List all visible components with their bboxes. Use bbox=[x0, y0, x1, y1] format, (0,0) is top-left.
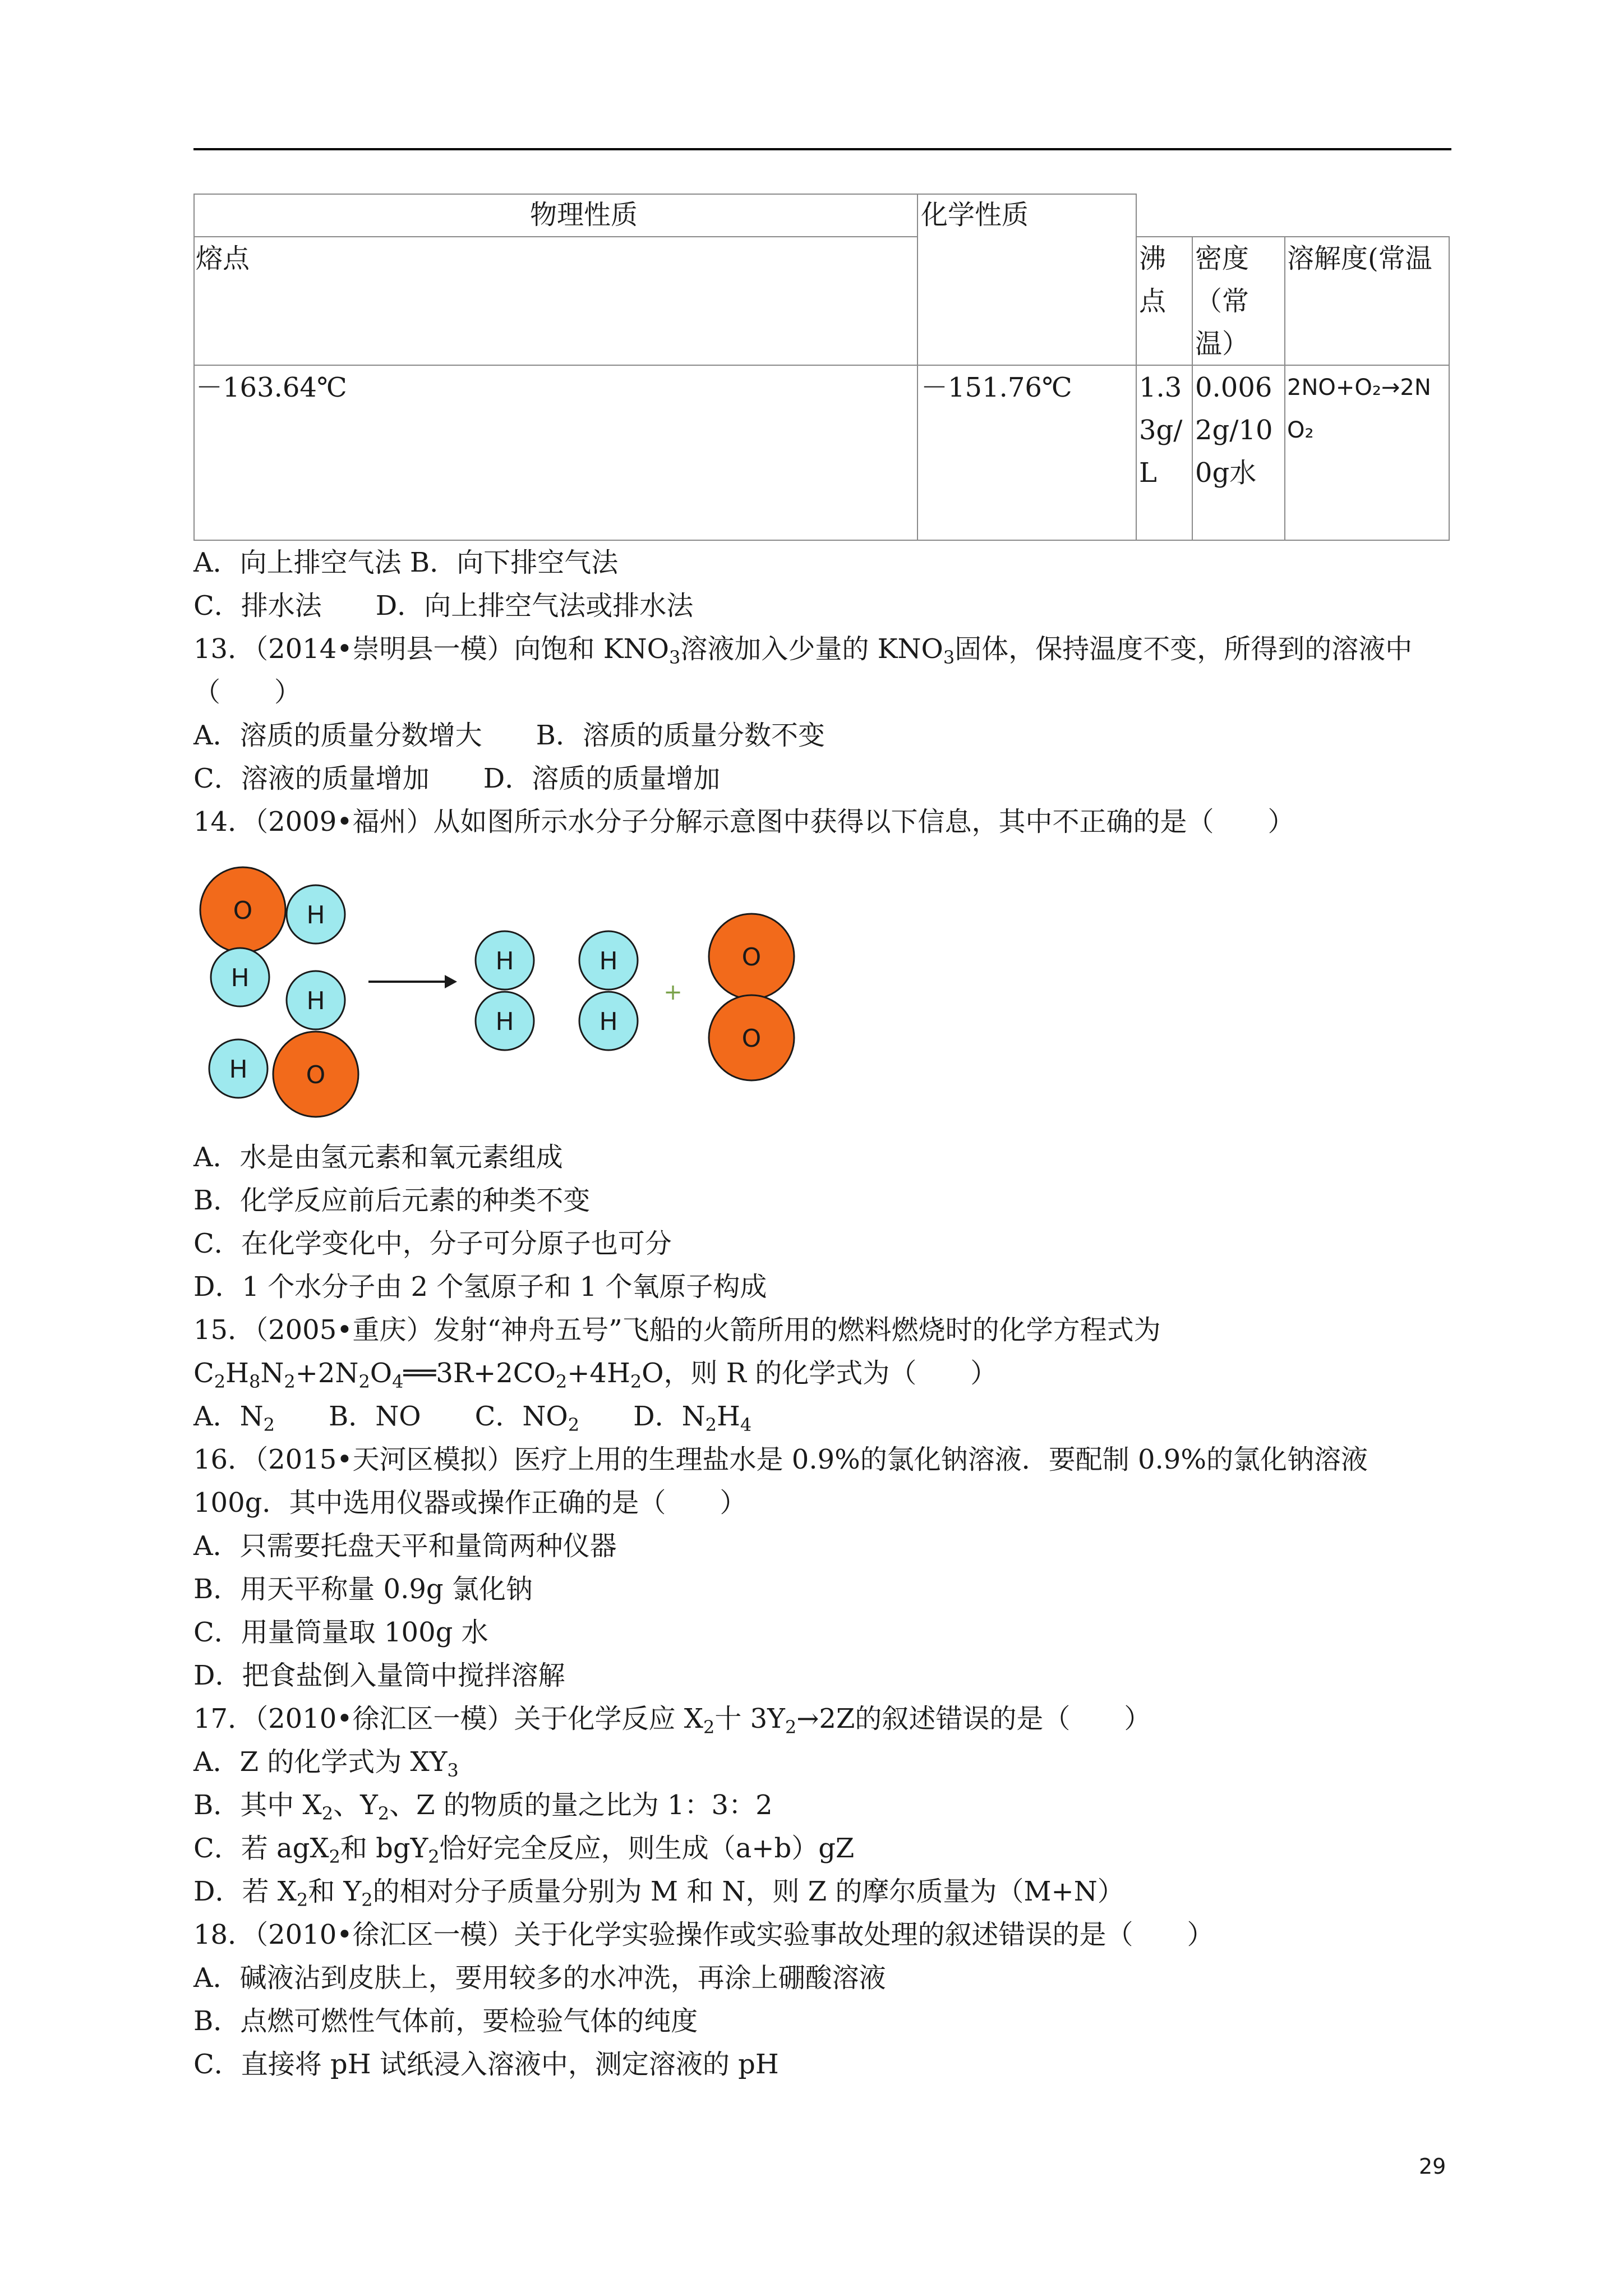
q16-stem-2: 100g．其中选用仪器或操作正确的是（ ） bbox=[193, 1487, 747, 1519]
table-header-chemical: 化学性质 bbox=[921, 199, 1029, 231]
atom-label-o: O bbox=[233, 896, 253, 925]
q15-equation: $C_2H_8N_2+2N_2O_4══3R+2CO_2+4H_2O$，则 R 的化学式为（ ） bbox=[193, 1358, 998, 1392]
reaction-arrow-icon bbox=[368, 975, 457, 988]
table-val-melting: －163.64℃ bbox=[196, 372, 347, 403]
table-col-density: 密度（常温） bbox=[1195, 243, 1249, 360]
q14-option-b: B．化学反应前后元素的种类不变 bbox=[193, 1185, 591, 1216]
q15-stem: 15．（2005•重庆）发射“神舟五号”飞船的火箭所用的燃料燃烧时的化学方程式为 bbox=[193, 1314, 1161, 1346]
atom-label-h: H bbox=[229, 1055, 248, 1084]
atom-label-h: H bbox=[306, 987, 325, 1015]
q14-stem: 14．（2009•福州）从如图所示水分子分解示意图中获得以下信息，其中不正确的是（ ） bbox=[193, 806, 1295, 838]
q18-option-c: C．直接将 pH 试纸浸入溶液中，测定溶液的 pH bbox=[193, 2049, 779, 2080]
atom-label-o: O bbox=[741, 943, 762, 972]
q16-option-a: A．只需要托盘天平和量筒两种仪器 bbox=[193, 1530, 617, 1562]
header-rule bbox=[193, 148, 1451, 150]
q17-option-d: D．若 $X_2$和 $Y_2$的相对分子质量分别为 M 和 N，则 Z 的摩尔质量为（M+N） bbox=[193, 1876, 1124, 1911]
q15-options: A．$N_2$ B．NO C．$NO_2$ D．$N_2H_4$ bbox=[193, 1401, 752, 1435]
atom-label-h: H bbox=[306, 901, 325, 930]
q17-option-a: A．Z 的化学式为 $XY_3$ bbox=[193, 1746, 459, 1781]
table-val-density: 0.0062g/100g水 bbox=[1195, 372, 1273, 489]
atom-label-h: H bbox=[599, 1007, 618, 1036]
q17-stem: 17．（2010•徐汇区一模）关于化学反应 $X_2$十 $3Y_2\to 2Z$的叙述错误的是（ ） bbox=[193, 1703, 1151, 1738]
table-col-melting: 熔点 bbox=[196, 243, 250, 274]
atom-label-o: O bbox=[741, 1024, 762, 1053]
page-number: 29 bbox=[1419, 2154, 1446, 2179]
table-col-solubility: 溶解度(常温 bbox=[1287, 243, 1432, 274]
q13-options-cd: C．溶液的质量增加 D．溶质的质量增加 bbox=[193, 763, 721, 794]
q13-options-ab: A．溶质的质量分数增大 B．溶质的质量分数不变 bbox=[193, 720, 825, 751]
q17-option-b: B．其中 $X_2$、$Y_2$、Z 的物质的量之比为 1：3：2 bbox=[193, 1789, 773, 1824]
q18-option-a: A．碱液沾到皮肤上，要用较多的水冲洗，再涂上硼酸溶液 bbox=[193, 1962, 886, 1994]
table-col-boiling: 沸点 bbox=[1139, 243, 1166, 317]
question-block-lower bbox=[193, 1136, 1455, 2086]
table-val-reaction: 2NO+O₂→2NO₂ bbox=[1287, 375, 1431, 443]
q16-option-b: B．用天平称量 0.9g 氯化钠 bbox=[193, 1573, 533, 1605]
q14-option-a: A．水是由氢元素和氧元素组成 bbox=[193, 1142, 563, 1173]
question-block-upper bbox=[193, 541, 1455, 844]
table-header-physical: 物理性质 bbox=[530, 199, 638, 231]
q14-option-c: C．在化学变化中，分子可分原子也可分 bbox=[193, 1228, 672, 1259]
q13-stem: 13．（2014•崇明县一模）向饱和 $KNO_3$溶液加入少量的 $KNO_3$固体，保持温度不变，所得到的溶液中 bbox=[193, 633, 1413, 668]
atom-label-o: O bbox=[306, 1061, 326, 1089]
atom-label-h: H bbox=[230, 964, 250, 992]
table-val-boiling-gl: 1.33g/L bbox=[1139, 372, 1183, 489]
table-val-boiling-c: －151.76℃ bbox=[921, 372, 1072, 403]
q16-option-c: C．用量筒量取 100g 水 bbox=[193, 1617, 488, 1648]
plus-sign: + bbox=[663, 979, 683, 1005]
q17-option-c: C．若 agX$_2$和 bgY$_2$恰好完全反应，则生成（a+b）gZ bbox=[193, 1833, 855, 1867]
q14-option-d: D．1 个水分子由 2 个氢原子和 1 个氧原子构成 bbox=[193, 1271, 767, 1303]
properties-table bbox=[193, 194, 1450, 541]
q18-option-b: B．点燃可燃性气体前，要检验气体的纯度 bbox=[193, 2005, 698, 2037]
q18-stem: 18．（2010•徐汇区一模）关于化学实验操作或实验事故处理的叙述错误的是（ ） bbox=[193, 1919, 1214, 1950]
water-decomposition-diagram bbox=[193, 858, 827, 1122]
q16-option-d: D．把食盐倒入量筒中搅拌溶解 bbox=[193, 1660, 565, 1691]
q12-options-ab: A．向上排空气法 B．向下排空气法 bbox=[193, 547, 619, 578]
atom-label-h: H bbox=[599, 947, 618, 976]
atom-label-h: H bbox=[495, 1007, 514, 1036]
q16-stem-1: 16．（2015•天河区模拟）医疗上用的生理盐水是 0.9%的氯化钠溶液．要配制 0.9%的氯化钠溶液 bbox=[193, 1444, 1368, 1475]
q12-options-cd: C．排水法 D．向上排空气法或排水法 bbox=[193, 590, 694, 622]
q13-paren: （ ） bbox=[193, 677, 302, 708]
atom-label-h: H bbox=[495, 947, 514, 976]
